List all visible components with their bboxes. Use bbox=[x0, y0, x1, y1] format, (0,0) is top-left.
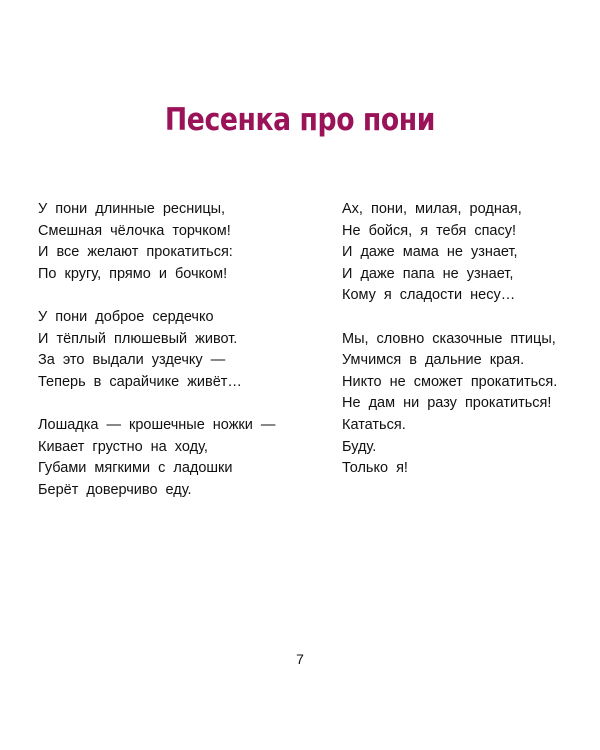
poem-line: Кататься. bbox=[342, 416, 406, 433]
page-title: Песенка про пони bbox=[164, 102, 436, 138]
poem-line: За это выдали уздечку — bbox=[38, 352, 226, 369]
poem-line: Только я! bbox=[342, 460, 408, 477]
poem-line: У пони длинные ресницы, bbox=[38, 201, 226, 217]
poem-line: Умчимся в дальние края. bbox=[342, 352, 525, 369]
stanza-2 bbox=[38, 307, 308, 393]
poem-line: Не дам ни разу прокатиться! bbox=[342, 395, 552, 412]
poem-line: Не бойся, я тебя спасу! bbox=[342, 222, 517, 239]
poem-line: И даже мама не узнает, bbox=[342, 244, 518, 261]
poem-line: Лошадка — крошечные ножки — bbox=[38, 416, 276, 433]
stanza-4 bbox=[342, 199, 582, 307]
poem-line: Кому я сладости несу… bbox=[342, 287, 516, 304]
poem-line: Смешная чёлочка торчком! bbox=[38, 222, 231, 239]
poem-line: И все желают прокатиться: bbox=[38, 244, 233, 261]
poem-column-right bbox=[342, 199, 582, 501]
stanza-5 bbox=[342, 329, 582, 480]
poem-line: Берёт доверчиво еду. bbox=[38, 481, 192, 498]
stanza-1 bbox=[38, 199, 308, 285]
poem-line: Кивает грустно на ходу, bbox=[38, 438, 208, 455]
poem-line: Теперь в сарайчике живёт… bbox=[38, 373, 242, 390]
poem-line: Буду. bbox=[342, 438, 377, 455]
poem-line: И даже папа не узнает, bbox=[342, 265, 514, 282]
poem-line: У пони доброе сердечко bbox=[38, 308, 214, 325]
poem-line: И тёплый плюшевый живот. bbox=[38, 330, 238, 347]
poem-line: Ах, пони, милая, родная, bbox=[342, 201, 522, 217]
poem-line: Мы, словно сказочные птицы, bbox=[342, 330, 556, 347]
stanza-3 bbox=[38, 415, 308, 501]
poem-column-left bbox=[38, 199, 308, 523]
poem-line: По кругу, прямо и бочком! bbox=[38, 265, 228, 282]
poem-line: Губами мягкими с ладошки bbox=[38, 460, 233, 477]
page-number: 7 bbox=[296, 651, 304, 667]
poem-line: Никто не сможет прокатиться. bbox=[342, 373, 558, 390]
